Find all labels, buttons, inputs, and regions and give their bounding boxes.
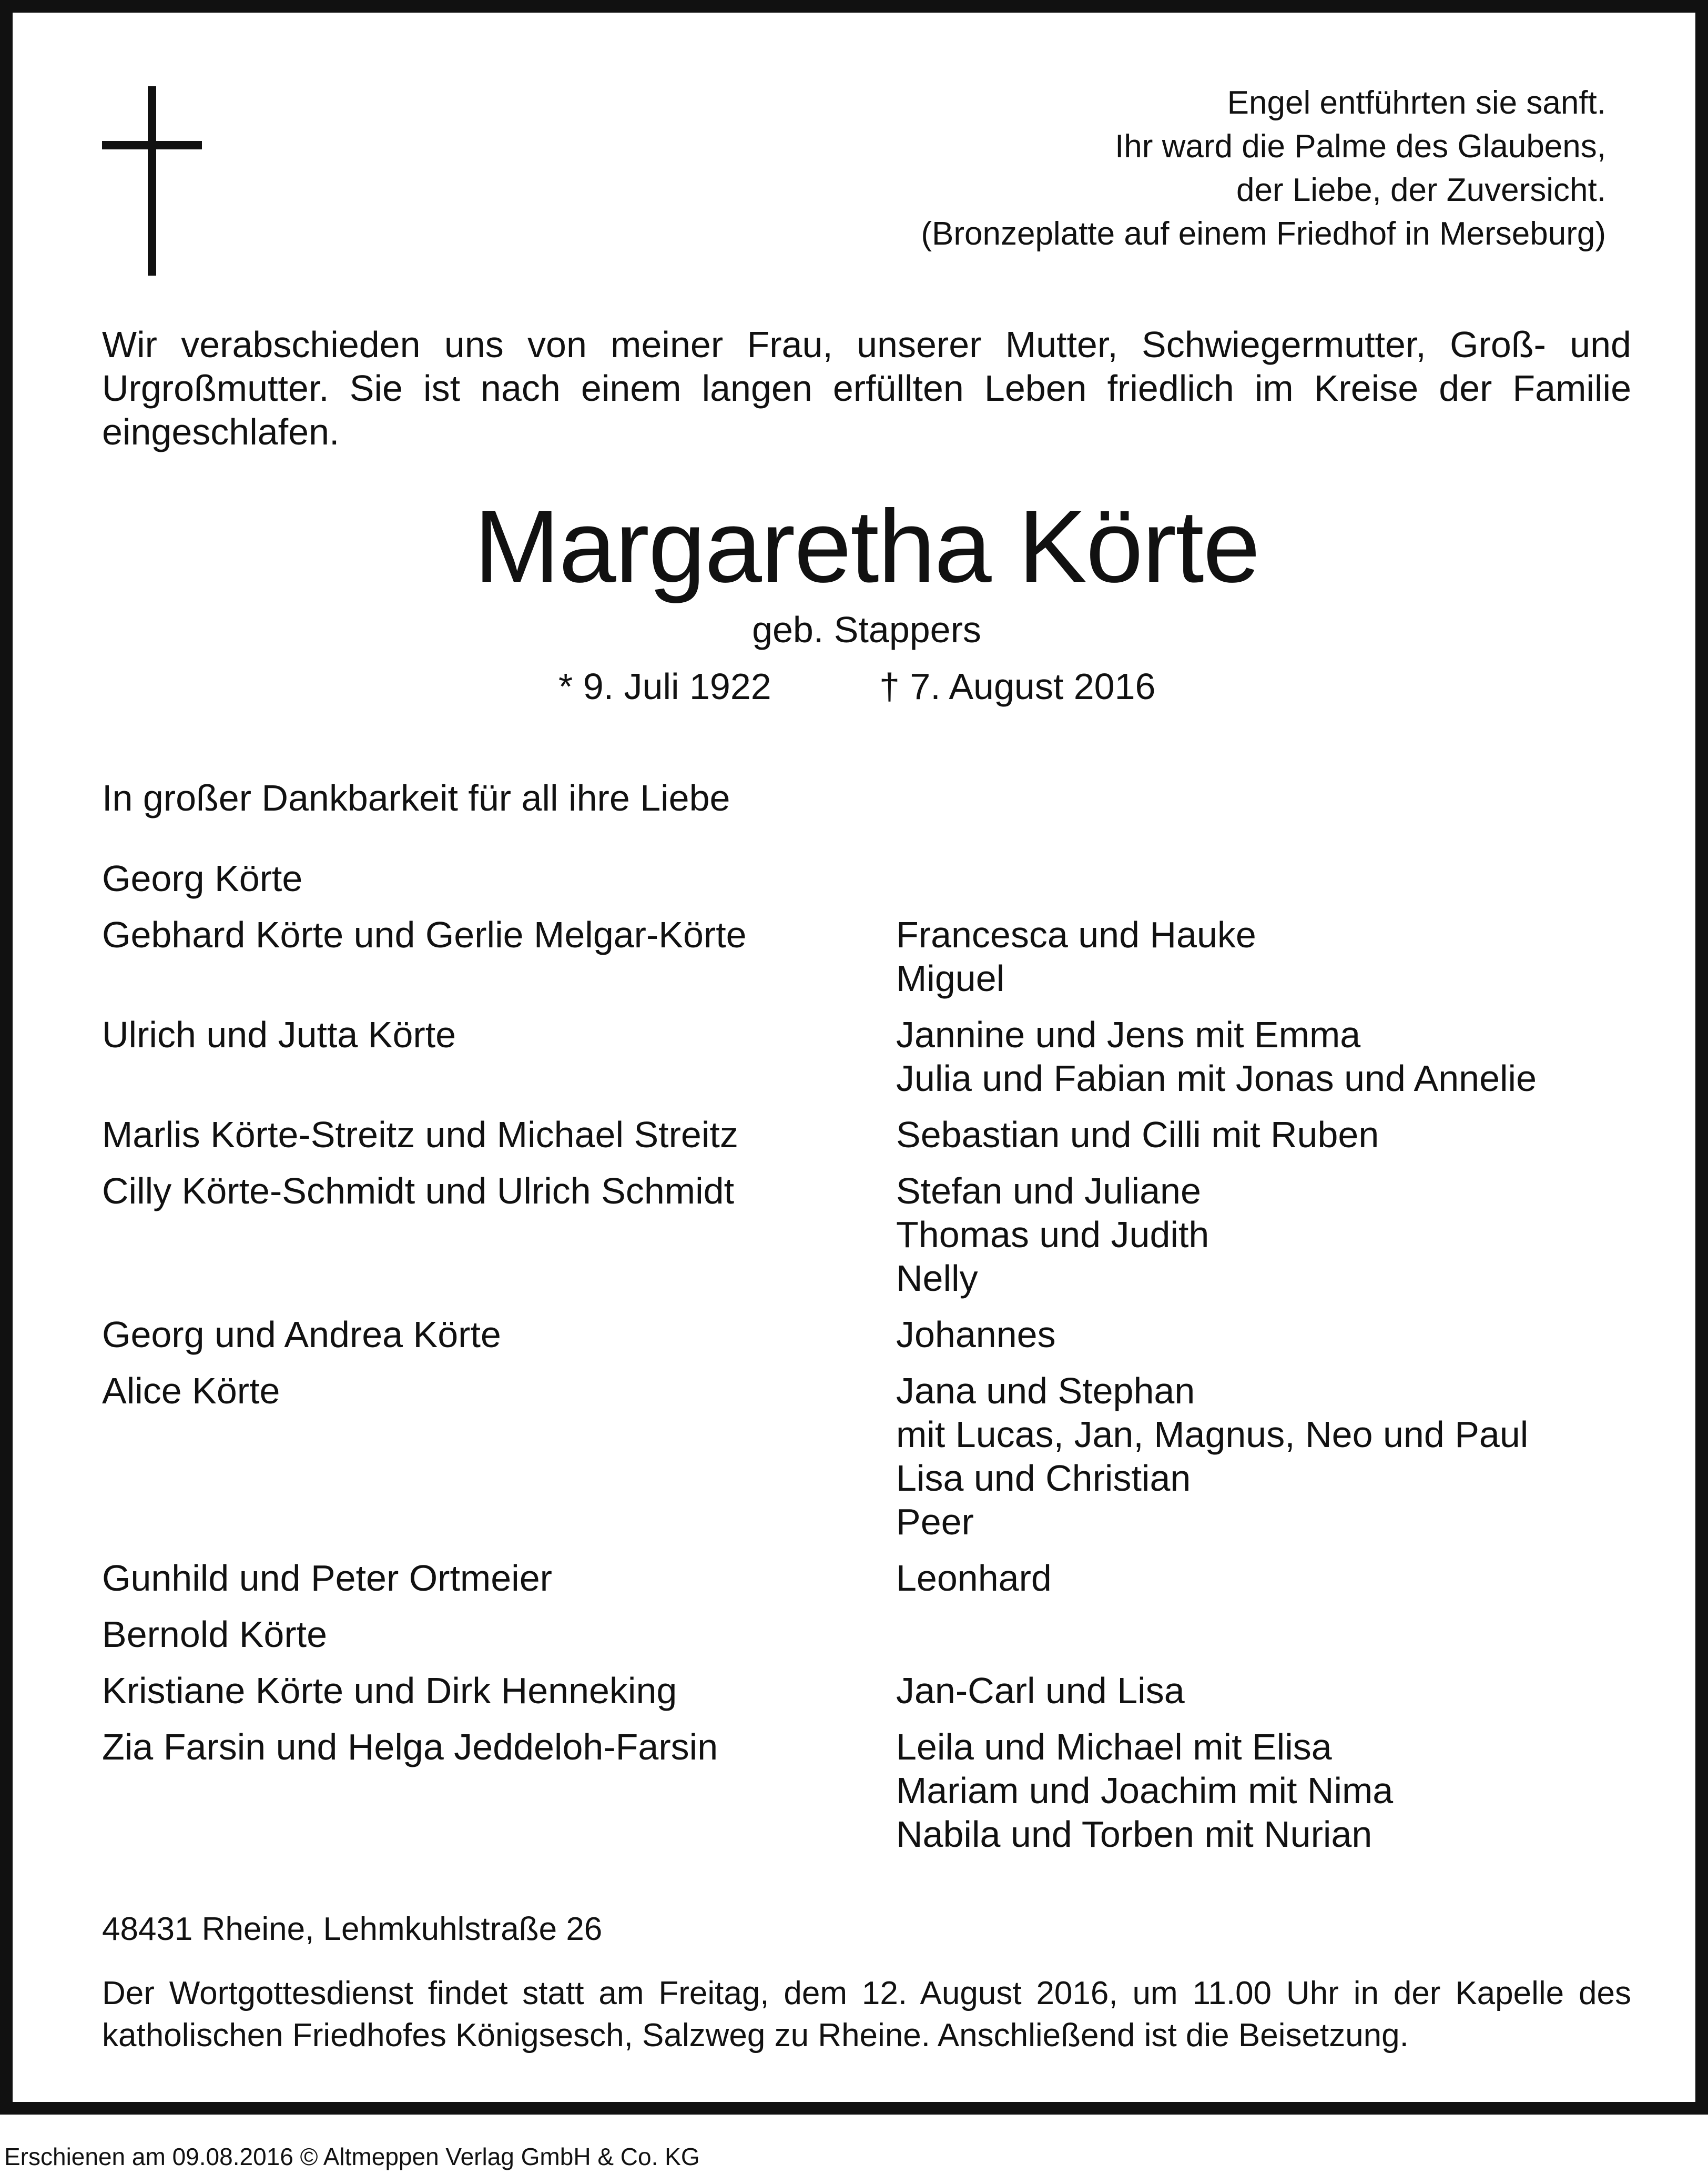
mourner-family: Cilly Körte-Schmidt und Ulrich Schmidt (102, 1170, 735, 1211)
descendant-line: Leila und Michael mit Elisa (896, 1726, 1332, 1767)
mourner-row (102, 857, 1631, 901)
cross-vertical-bar (148, 86, 156, 276)
family-address: 48431 Rheine, Lehmkuhlstraße 26 (102, 1911, 603, 1947)
service-info: Der Wortgottesdienst findet statt am Freitag, dem 12. August 2016, um 11.00 Uhr in der Kapelle des katholischen Friedhofes Königsesch, Salzweg zu Rheine. Anschließend ist die Beisetzung. (102, 1975, 1631, 2054)
mourner-row (102, 1013, 1631, 1100)
intro-text: Wir verabschieden uns von meiner Frau, unserer Mutter, Schwiegermutter, Groß- und Urgroßmutter. Sie ist nach einem langen erfüllten Leben friedlich im Kreise der Familie eingeschlafen. (102, 324, 1631, 452)
mourner-family: Bernold Körte (102, 1614, 328, 1655)
mourner-family: Alice Körte (102, 1370, 280, 1411)
descendant-line: Thomas und Judith (896, 1214, 1209, 1255)
mourner-family: Kristiane Körte und Dirk Henneking (102, 1670, 677, 1711)
mourner-row (102, 1669, 1631, 1713)
mourner-row (102, 913, 1631, 1000)
mourner-row (102, 1369, 1631, 1544)
mourner-row (102, 1169, 1631, 1300)
mourner-descendants (896, 1725, 1631, 1856)
descendant-line: Peer (896, 1501, 974, 1542)
mourner-descendants (896, 1613, 1631, 1656)
maiden-name: geb. Stappers (752, 609, 981, 650)
mourner-family: Ulrich und Jutta Körte (102, 1014, 456, 1055)
mourner-family: Georg Körte (102, 858, 303, 899)
gratitude-line: In großer Dankbarkeit für all ihre Liebe (102, 777, 730, 818)
descendant-line: Johannes (896, 1314, 1056, 1355)
mourner-descendants (896, 913, 1631, 1000)
descendant-line: Jan-Carl und Lisa (896, 1670, 1185, 1711)
cross-horizontal-bar (102, 141, 202, 149)
mourner-family: Zia Farsin und Helga Jeddeloh-Farsin (102, 1726, 718, 1767)
descendant-line: Julia und Fabian mit Jonas und Annelie (896, 1058, 1537, 1099)
mourners-list (102, 857, 1631, 1869)
mourner-row (102, 1725, 1631, 1856)
quote-source: (Bronzeplatte auf einem Friedhof in Merseburg) (921, 216, 1606, 252)
descendant-line: Jana und Stephan (896, 1370, 1195, 1411)
descendant-line: Sebastian und Cilli mit Ruben (896, 1114, 1379, 1155)
epigraph-quote (921, 81, 1606, 256)
death-date: † 7. August 2016 (879, 666, 1156, 707)
descendant-line: Lisa und Christian (896, 1458, 1191, 1499)
descendant-line: Stefan und Juliane (896, 1170, 1201, 1211)
mourner-descendants (896, 857, 1631, 901)
mourner-row (102, 1556, 1631, 1600)
mourner-descendants (896, 1669, 1631, 1713)
mourner-row (102, 1313, 1631, 1357)
mourner-descendants (896, 1169, 1631, 1300)
quote-line: der Liebe, der Zuversicht. (1236, 172, 1606, 208)
quote-line: Engel entführten sie sanft. (1227, 85, 1606, 121)
descendant-line: Nelly (896, 1258, 978, 1299)
mourner-row (102, 1613, 1631, 1656)
descendant-line: Francesca und Hauke (896, 914, 1256, 955)
descendant-line: Jannine und Jens mit Emma (896, 1014, 1361, 1055)
mourner-family: Georg und Andrea Körte (102, 1314, 501, 1355)
descendant-line: Nabila und Torben mit Nurian (896, 1814, 1372, 1855)
mourner-descendants (896, 1369, 1631, 1544)
quote-line: Ihr ward die Palme des Glaubens, (1115, 128, 1606, 165)
mourner-descendants (896, 1556, 1631, 1600)
mourner-family: Gunhild und Peter Ortmeier (102, 1558, 552, 1599)
cross-icon (97, 86, 207, 276)
mourner-row (102, 1113, 1631, 1157)
descendant-line: mit Lucas, Jan, Magnus, Neo und Paul (896, 1414, 1529, 1455)
mourner-family: Gebhard Körte und Gerlie Melgar-Körte (102, 914, 747, 955)
mourner-descendants (896, 1013, 1631, 1100)
mourner-descendants (896, 1313, 1631, 1357)
descendant-line: Miguel (896, 958, 1005, 999)
descendant-line: Mariam und Joachim mit Nima (896, 1770, 1394, 1811)
descendant-line: Leonhard (896, 1558, 1052, 1599)
mourner-descendants (896, 1113, 1631, 1157)
deceased-name: Margaretha Körte (474, 489, 1259, 604)
publication-footer: Erschienen am 09.08.2016 © Altmeppen Verlag GmbH & Co. KG (4, 2143, 700, 2170)
birth-date: * 9. Juli 1922 (558, 666, 771, 707)
mourner-family: Marlis Körte-Streitz und Michael Streitz (102, 1114, 738, 1155)
